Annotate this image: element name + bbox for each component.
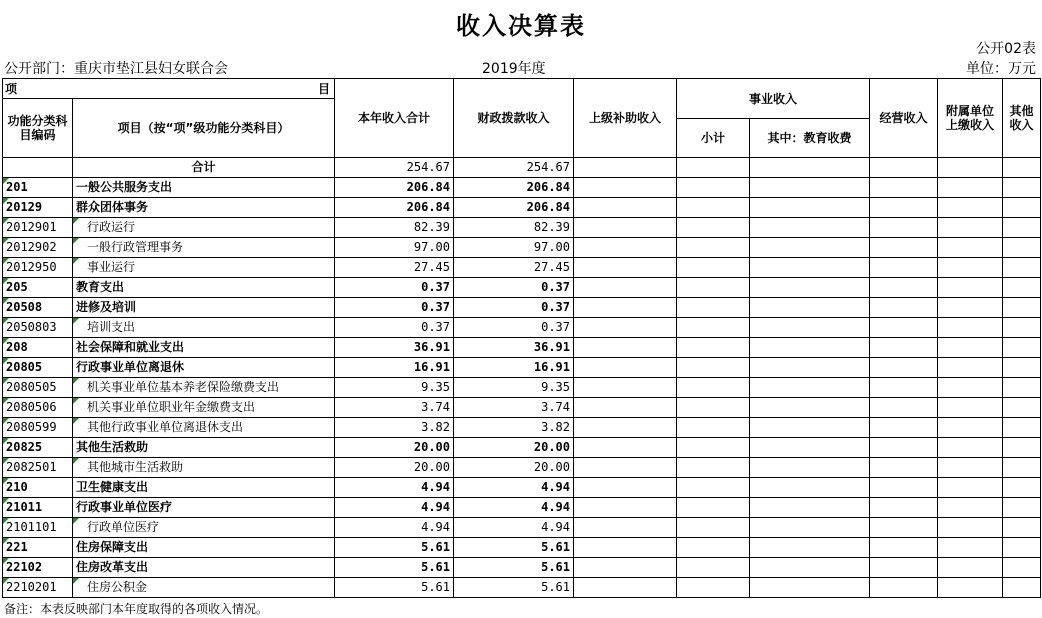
- row-fiscal: 254.67: [454, 158, 574, 178]
- row-total: 4.94: [335, 478, 454, 498]
- row-empty-cell: [1003, 378, 1041, 398]
- row-fiscal: 36.91: [454, 338, 574, 358]
- cell-marker-icon: [3, 298, 9, 304]
- row-name: 行政单位医疗: [73, 518, 335, 538]
- row-code: 208: [3, 338, 73, 358]
- table-row: [3, 578, 1041, 598]
- row-fiscal: 5.61: [454, 578, 574, 598]
- row-total: 0.37: [335, 278, 454, 298]
- header-business: 事业收入: [677, 79, 870, 119]
- row-empty-cell: [677, 238, 750, 258]
- cell-marker-icon: [3, 518, 9, 524]
- row-empty-cell: [677, 518, 750, 538]
- row-empty-cell: [677, 458, 750, 478]
- cell-marker-icon: [3, 338, 9, 344]
- row-empty-cell: [1003, 398, 1041, 418]
- row-empty-cell: [870, 358, 938, 378]
- row-empty-cell: [677, 198, 750, 218]
- row-total: 20.00: [335, 438, 454, 458]
- row-code: 201: [3, 178, 73, 198]
- table-row: [3, 158, 1041, 178]
- row-code: 20129: [3, 198, 73, 218]
- cell-marker-icon: [73, 398, 79, 404]
- cell-marker-icon: [73, 258, 79, 264]
- row-empty-cell: [938, 358, 1003, 378]
- row-empty-cell: [870, 578, 938, 598]
- row-empty-cell: [870, 198, 938, 218]
- row-empty-cell: [677, 178, 750, 198]
- table-row: [3, 558, 1041, 578]
- row-total: 206.84: [335, 198, 454, 218]
- row-empty-cell: [938, 418, 1003, 438]
- row-empty-cell: [938, 258, 1003, 278]
- row-empty-cell: [1003, 478, 1041, 498]
- row-name: 机关事业单位职业年金缴费支出: [73, 398, 335, 418]
- row-name: 社会保障和就业支出: [73, 338, 335, 358]
- row-empty-cell: [574, 178, 677, 198]
- row-empty-cell: [574, 338, 677, 358]
- row-empty-cell: [938, 298, 1003, 318]
- row-fiscal: 20.00: [454, 458, 574, 478]
- row-code: 2012950: [3, 258, 73, 278]
- row-name: 行政事业单位医疗: [73, 498, 335, 518]
- row-empty-cell: [938, 498, 1003, 518]
- row-empty-cell: [677, 298, 750, 318]
- row-empty-cell: [574, 578, 677, 598]
- row-empty-cell: [870, 378, 938, 398]
- row-name: 培训支出: [73, 318, 335, 338]
- cell-marker-icon: [73, 218, 79, 224]
- row-empty-cell: [870, 218, 938, 238]
- row-code: 205: [3, 278, 73, 298]
- row-empty-cell: [574, 238, 677, 258]
- row-code: 22102: [3, 558, 73, 578]
- table-row: [3, 338, 1041, 358]
- cell-marker-icon: [3, 258, 9, 264]
- row-empty-cell: [677, 358, 750, 378]
- row-empty-cell: [750, 398, 870, 418]
- row-empty-cell: [870, 498, 938, 518]
- row-fiscal: 4.94: [454, 478, 574, 498]
- row-total: 36.91: [335, 338, 454, 358]
- row-name: 合计: [73, 158, 335, 178]
- cell-marker-icon: [3, 178, 9, 184]
- row-empty-cell: [750, 198, 870, 218]
- cell-marker-icon: [73, 458, 79, 464]
- row-total: 3.82: [335, 418, 454, 438]
- header-code: 功能分类科目编码: [3, 99, 73, 158]
- footnote: 备注：本表反映部门本年度取得的各项收入情况。: [4, 602, 269, 616]
- table-row: [3, 418, 1041, 438]
- unit-label: 单位：万元: [966, 61, 1036, 77]
- cell-marker-icon: [73, 378, 79, 384]
- row-empty-cell: [870, 318, 938, 338]
- row-total: 16.91: [335, 358, 454, 378]
- row-empty-cell: [938, 338, 1003, 358]
- table-row: [3, 378, 1041, 398]
- row-empty-cell: [574, 418, 677, 438]
- row-fiscal: 27.45: [454, 258, 574, 278]
- row-total: 20.00: [335, 458, 454, 478]
- table-row: [3, 198, 1041, 218]
- cell-marker-icon: [3, 418, 9, 424]
- row-code: 2210201: [3, 578, 73, 598]
- row-total: 5.61: [335, 558, 454, 578]
- row-empty-cell: [574, 158, 677, 178]
- row-empty-cell: [1003, 538, 1041, 558]
- row-fiscal: 0.37: [454, 318, 574, 338]
- row-empty-cell: [1003, 458, 1041, 478]
- cell-marker-icon: [3, 538, 9, 544]
- header-superior: 上级补助收入: [574, 79, 677, 158]
- row-empty-cell: [750, 418, 870, 438]
- row-empty-cell: [677, 398, 750, 418]
- row-empty-cell: [750, 278, 870, 298]
- table-row: [3, 258, 1041, 278]
- row-empty-cell: [1003, 258, 1041, 278]
- row-total: 206.84: [335, 178, 454, 198]
- cell-marker-icon: [3, 498, 9, 504]
- row-empty-cell: [750, 298, 870, 318]
- row-code: 20825: [3, 438, 73, 458]
- cell-marker-icon: [3, 378, 9, 384]
- row-code: 20508: [3, 298, 73, 318]
- row-empty-cell: [574, 478, 677, 498]
- cell-marker-icon: [3, 458, 9, 464]
- row-code: 2080505: [3, 378, 73, 398]
- row-empty-cell: [938, 478, 1003, 498]
- row-empty-cell: [750, 378, 870, 398]
- header-subtotal: 小计: [677, 119, 750, 158]
- cell-marker-icon: [3, 218, 9, 224]
- header-other: 其他收入: [1003, 79, 1041, 158]
- row-fiscal: 206.84: [454, 198, 574, 218]
- row-total: 0.37: [335, 318, 454, 338]
- row-empty-cell: [750, 158, 870, 178]
- row-empty-cell: [938, 438, 1003, 458]
- row-empty-cell: [870, 258, 938, 278]
- row-empty-cell: [574, 558, 677, 578]
- row-empty-cell: [938, 538, 1003, 558]
- row-empty-cell: [677, 438, 750, 458]
- row-empty-cell: [938, 398, 1003, 418]
- row-name: 其他生活救助: [73, 438, 335, 458]
- row-empty-cell: [938, 318, 1003, 338]
- row-empty-cell: [938, 198, 1003, 218]
- row-empty-cell: [1003, 278, 1041, 298]
- row-total: 5.61: [335, 538, 454, 558]
- row-empty-cell: [870, 458, 938, 478]
- cell-marker-icon: [3, 358, 9, 364]
- row-code: 2012902: [3, 238, 73, 258]
- row-empty-cell: [574, 198, 677, 218]
- row-empty-cell: [574, 298, 677, 318]
- row-empty-cell: [574, 498, 677, 518]
- form-number: 公开02表: [976, 41, 1036, 57]
- row-empty-cell: [574, 538, 677, 558]
- row-empty-cell: [677, 378, 750, 398]
- row-name: 教育支出: [73, 278, 335, 298]
- row-empty-cell: [870, 298, 938, 318]
- row-empty-cell: [677, 318, 750, 338]
- row-name: 行政运行: [73, 218, 335, 238]
- row-empty-cell: [1003, 298, 1041, 318]
- row-empty-cell: [750, 238, 870, 258]
- row-empty-cell: [1003, 318, 1041, 338]
- row-name: 住房公积金: [73, 578, 335, 598]
- cell-marker-icon: [3, 318, 9, 324]
- row-empty-cell: [574, 258, 677, 278]
- row-empty-cell: [574, 278, 677, 298]
- row-empty-cell: [677, 338, 750, 358]
- row-empty-cell: [750, 518, 870, 538]
- header-operating: 经营收入: [870, 79, 938, 158]
- row-empty-cell: [677, 218, 750, 238]
- row-code: 221: [3, 538, 73, 558]
- row-empty-cell: [1003, 158, 1041, 178]
- row-empty-cell: [870, 238, 938, 258]
- table-row: [3, 218, 1041, 238]
- row-name: 卫生健康支出: [73, 478, 335, 498]
- row-name: 住房改革支出: [73, 558, 335, 578]
- page-title: 收入决算表: [456, 12, 586, 40]
- row-empty-cell: [870, 518, 938, 538]
- row-fiscal: 0.37: [454, 278, 574, 298]
- row-name: 进修及培训: [73, 298, 335, 318]
- row-fiscal: 206.84: [454, 178, 574, 198]
- row-code: 2101101: [3, 518, 73, 538]
- fiscal-year: 2019年度: [482, 61, 546, 77]
- row-empty-cell: [1003, 498, 1041, 518]
- row-name: 行政事业单位离退休: [73, 358, 335, 378]
- cell-marker-icon: [73, 318, 79, 324]
- row-code: 2050803: [3, 318, 73, 338]
- cell-marker-icon: [3, 558, 9, 564]
- cell-marker-icon: [73, 578, 79, 584]
- row-empty-cell: [750, 478, 870, 498]
- row-empty-cell: [677, 258, 750, 278]
- table-row: [3, 438, 1041, 458]
- row-empty-cell: [574, 358, 677, 378]
- row-fiscal: 82.39: [454, 218, 574, 238]
- table-row: [3, 298, 1041, 318]
- row-empty-cell: [750, 258, 870, 278]
- row-empty-cell: [870, 558, 938, 578]
- row-empty-cell: [1003, 238, 1041, 258]
- row-empty-cell: [1003, 558, 1041, 578]
- row-empty-cell: [870, 398, 938, 418]
- row-code: 21011: [3, 498, 73, 518]
- row-empty-cell: [750, 218, 870, 238]
- row-name: 事业运行: [73, 258, 335, 278]
- row-empty-cell: [870, 178, 938, 198]
- row-total: 3.74: [335, 398, 454, 418]
- cell-marker-icon: [3, 478, 9, 484]
- row-empty-cell: [1003, 338, 1041, 358]
- row-empty-cell: [1003, 518, 1041, 538]
- row-empty-cell: [750, 538, 870, 558]
- row-total: 97.00: [335, 238, 454, 258]
- row-empty-cell: [870, 158, 938, 178]
- row-fiscal: 5.61: [454, 558, 574, 578]
- row-empty-cell: [1003, 198, 1041, 218]
- cell-marker-icon: [3, 278, 9, 284]
- row-fiscal: 4.94: [454, 518, 574, 538]
- header-total: 本年收入合计: [335, 79, 454, 158]
- cell-marker-icon: [73, 418, 79, 424]
- row-empty-cell: [870, 438, 938, 458]
- table-row: [3, 278, 1041, 298]
- row-fiscal: 20.00: [454, 438, 574, 458]
- table-row: [3, 498, 1041, 518]
- header-name: 项目（按“项”级功能分类科目）: [73, 99, 335, 158]
- row-empty-cell: [870, 478, 938, 498]
- row-empty-cell: [870, 278, 938, 298]
- row-code: 20805: [3, 358, 73, 378]
- income-table: [2, 78, 1041, 598]
- row-empty-cell: [1003, 218, 1041, 238]
- row-empty-cell: [750, 458, 870, 478]
- row-empty-cell: [574, 318, 677, 338]
- row-empty-cell: [750, 318, 870, 338]
- row-empty-cell: [938, 518, 1003, 538]
- table-row: [3, 318, 1041, 338]
- row-name: 一般行政管理事务: [73, 238, 335, 258]
- row-total: 9.35: [335, 378, 454, 398]
- row-code: [3, 158, 73, 178]
- row-fiscal: 3.74: [454, 398, 574, 418]
- row-code: 2080506: [3, 398, 73, 418]
- row-empty-cell: [1003, 578, 1041, 598]
- row-empty-cell: [677, 278, 750, 298]
- row-fiscal: 9.35: [454, 378, 574, 398]
- row-fiscal: 4.94: [454, 498, 574, 518]
- row-total: 254.67: [335, 158, 454, 178]
- row-empty-cell: [750, 438, 870, 458]
- row-empty-cell: [870, 338, 938, 358]
- table-row: [3, 238, 1041, 258]
- row-total: 5.61: [335, 578, 454, 598]
- row-empty-cell: [870, 418, 938, 438]
- row-name: 其他行政事业单位离退休支出: [73, 418, 335, 438]
- table-row: [3, 178, 1041, 198]
- row-empty-cell: [938, 578, 1003, 598]
- row-name: 其他城市生活救助: [73, 458, 335, 478]
- row-empty-cell: [677, 158, 750, 178]
- row-code: 2082501: [3, 458, 73, 478]
- row-name: 住房保障支出: [73, 538, 335, 558]
- header-mu: 目: [73, 79, 335, 99]
- row-empty-cell: [938, 218, 1003, 238]
- row-empty-cell: [938, 558, 1003, 578]
- row-empty-cell: [574, 218, 677, 238]
- row-empty-cell: [870, 538, 938, 558]
- row-empty-cell: [574, 518, 677, 538]
- row-empty-cell: [1003, 178, 1041, 198]
- row-code: 2080599: [3, 418, 73, 438]
- row-empty-cell: [750, 358, 870, 378]
- row-name: 一般公共服务支出: [73, 178, 335, 198]
- cell-marker-icon: [3, 438, 9, 444]
- row-empty-cell: [750, 558, 870, 578]
- row-empty-cell: [750, 498, 870, 518]
- cell-marker-icon: [73, 238, 79, 244]
- row-empty-cell: [750, 178, 870, 198]
- row-empty-cell: [574, 398, 677, 418]
- row-empty-cell: [677, 498, 750, 518]
- row-total: 82.39: [335, 218, 454, 238]
- row-fiscal: 97.00: [454, 238, 574, 258]
- row-fiscal: 5.61: [454, 538, 574, 558]
- row-empty-cell: [938, 238, 1003, 258]
- department-label: 公开部门：重庆市垫江县妇女联合会: [4, 61, 228, 77]
- table-row: [3, 398, 1041, 418]
- cell-marker-icon: [3, 578, 9, 584]
- row-empty-cell: [938, 378, 1003, 398]
- row-empty-cell: [574, 438, 677, 458]
- row-empty-cell: [677, 418, 750, 438]
- row-fiscal: 3.82: [454, 418, 574, 438]
- row-empty-cell: [1003, 358, 1041, 378]
- cell-marker-icon: [3, 398, 9, 404]
- table-row: [3, 358, 1041, 378]
- header-edu: 其中：教育收费: [750, 119, 870, 158]
- cell-marker-icon: [73, 518, 79, 524]
- row-total: 0.37: [335, 298, 454, 318]
- header-xiang: 项: [3, 79, 73, 99]
- row-empty-cell: [938, 178, 1003, 198]
- row-name: 群众团体事务: [73, 198, 335, 218]
- table-row: [3, 478, 1041, 498]
- row-empty-cell: [677, 538, 750, 558]
- row-total: 27.45: [335, 258, 454, 278]
- table-row: [3, 518, 1041, 538]
- cell-marker-icon: [3, 198, 9, 204]
- row-empty-cell: [938, 158, 1003, 178]
- table-row: [3, 538, 1041, 558]
- row-empty-cell: [574, 458, 677, 478]
- row-empty-cell: [938, 458, 1003, 478]
- cell-marker-icon: [3, 238, 9, 244]
- row-empty-cell: [1003, 438, 1041, 458]
- row-empty-cell: [1003, 418, 1041, 438]
- row-empty-cell: [574, 378, 677, 398]
- row-empty-cell: [750, 338, 870, 358]
- header-fiscal: 财政拨款收入: [454, 79, 574, 158]
- row-code: 210: [3, 478, 73, 498]
- row-code: 2012901: [3, 218, 73, 238]
- row-fiscal: 0.37: [454, 298, 574, 318]
- header-affiliated: 附属单位上缴收入: [938, 79, 1003, 158]
- row-fiscal: 16.91: [454, 358, 574, 378]
- row-total: 4.94: [335, 518, 454, 538]
- row-empty-cell: [677, 578, 750, 598]
- row-empty-cell: [750, 578, 870, 598]
- row-empty-cell: [677, 478, 750, 498]
- row-empty-cell: [938, 278, 1003, 298]
- row-empty-cell: [677, 558, 750, 578]
- table-row: [3, 458, 1041, 478]
- row-name: 机关事业单位基本养老保险缴费支出: [73, 378, 335, 398]
- row-total: 4.94: [335, 498, 454, 518]
